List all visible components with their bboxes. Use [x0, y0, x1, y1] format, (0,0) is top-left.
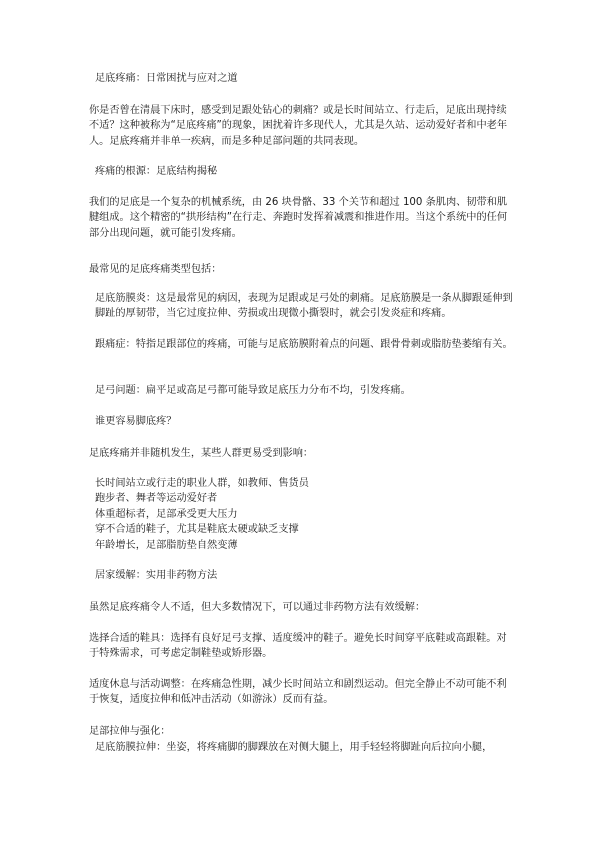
section-heading-relief: 居家缓解：实用非药物方法	[95, 570, 218, 581]
stretch-plantar-fascia: 足底筋膜拉伸：坐姿，将疼痛脚的脚踝放在对侧大腿上，用手轻轻将脚趾向后拉向小腿，	[95, 742, 493, 753]
method-rest: 适度休息与活动调整：在疼痛急性期，减少长时间站立和剧烈运动。但完全静止不动可能不利于恢复，适度拉伸和低冲击活动（如游泳）反而有益。	[89, 679, 507, 706]
section-heading-causes: 疼痛的根源：足底结构揭秘	[95, 166, 218, 177]
risk-group-list	[89, 476, 515, 553]
method-shoes: 选择合适的鞋具：选择有良好足弓支撑、适度缓冲的鞋子。避免长时间穿平底鞋或高跟鞋。对于特殊需求，可考虑定制鞋垫或矫形器。	[89, 633, 507, 660]
stretch-heading: 足部拉伸与强化：	[89, 726, 171, 737]
risk-intro: 足底疼痛并非随机发生，某些人群更易受到影响：	[89, 448, 314, 459]
list-item: 穿不合适的鞋子，尤其是鞋底太硬或缺乏支撑	[95, 524, 299, 536]
type-arch-problem: 足弓问题：扁平足或高足弓都可能导致足底压力分布不均，引发疼痛。	[95, 385, 411, 396]
relief-intro: 虽然足底疼痛令人不适，但大多数情况下，可以通过非药物方法有效缓解：	[89, 602, 426, 613]
type-heel-pain: 跟痛症：特指足跟部位的疼痛，可能与足底筋膜附着点的问题、跟骨骨刺或脂肪垫萎缩有关。	[95, 339, 513, 350]
intro-paragraph: 你是否曾在清晨下床时，感受到足跟处钻心的刺痛？或是长时间站立、行走后，足底出现持续不适？这种被称为“足底疼痛”的现象，困扰着许多现代人，尤其是久站、运动爱好者和中老年人。足底疼痛并非单一疾病，而是多种足部问题的共同表现。	[89, 105, 508, 147]
list-item: 体重超标者，足部承受更大压力	[95, 508, 238, 520]
structure-paragraph: 我们的足底是一个复杂的机械系统，由 26 块骨骼、33 个关节和超过 100 条肌肉、韧带和肌腱组成。这个精密的“拱形结构”在行走、奔跑时发挥着减震和推进作用。当这个系统中的任何部分出现问题，就可能引发疼痛。	[89, 197, 508, 239]
list-item: 长时间站立或行走的职业人群，如教师、售货员	[95, 478, 309, 489]
page-title: 足底疼痛：日常困扰与应对之道	[95, 73, 238, 84]
list-item: 跑步者、舞者等运动爱好者	[95, 493, 218, 505]
type-plantar-fasciitis: 足底筋膜炎：这是最常见的病因，表现为足跟或足弓处的刺痛。足底筋膜是一条从脚跟延伸到脚趾的厚韧带，当它过度拉伸、劳损或出现微小撕裂时，就会引发炎症和疼痛。	[95, 293, 513, 320]
list-item: 年龄增长，足部脂肪垫自然变薄	[95, 539, 238, 551]
types-intro: 最常见的足底疼痛类型包括：	[89, 264, 222, 275]
section-heading-risk: 谁更容易脚底疼？	[95, 416, 177, 427]
